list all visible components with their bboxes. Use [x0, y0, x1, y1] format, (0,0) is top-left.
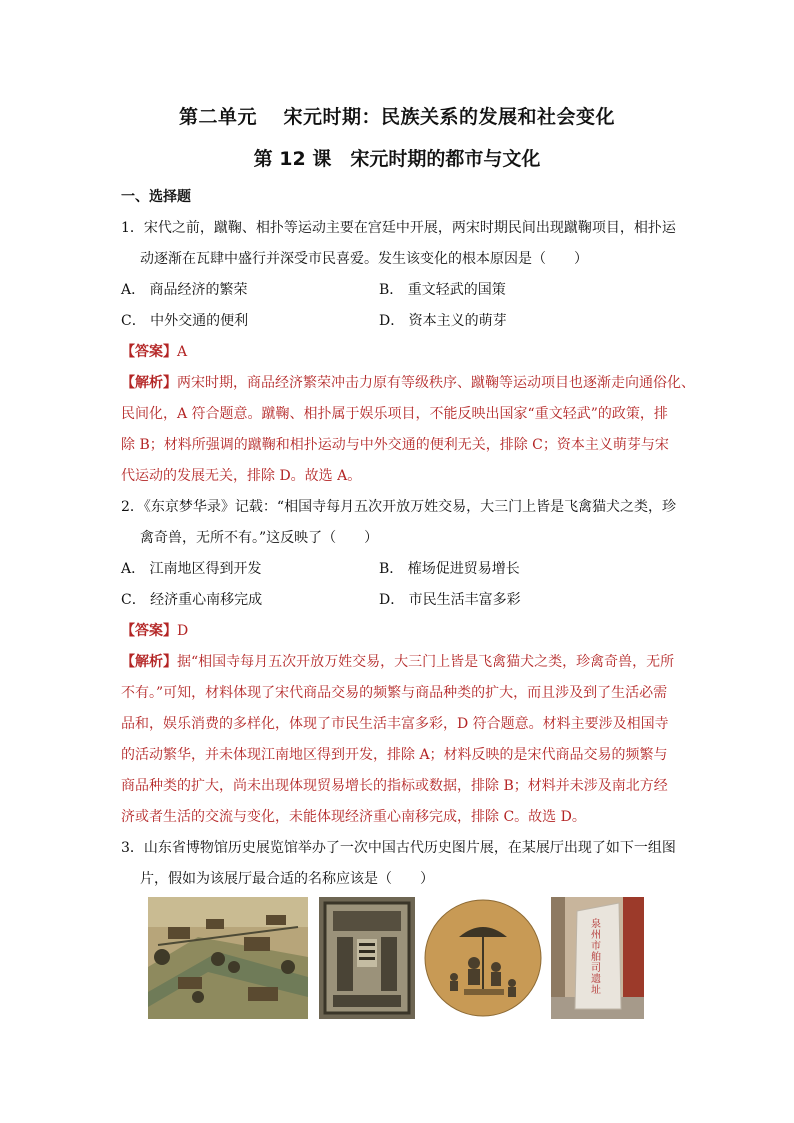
- q2-stem-line1: 2．《东京梦华录》记载：“相国寺每月五次开放万姓交易，大三门上皆是飞禽猫犬之类，珍: [121, 499, 677, 515]
- q1-explanation-line3: 除 B；材料所强调的蹴鞠和相扑运动与中外交通的便利无关，排除 C；资本主义萌芽与宋: [121, 437, 669, 453]
- q2-option-b: B． 榷场促进贸易增长: [379, 561, 520, 577]
- q2-explanation-line4: 的活动繁华，并未体现江南地区得到开发，排除 A；材料反映的是宋代商品交易的频繁与: [121, 747, 668, 763]
- stele-inscription: 泉州市舶司遗址: [591, 919, 601, 996]
- unit-title: 第二单元 宋元时期：民族关系的发展和社会变化: [178, 106, 616, 128]
- q2-explanation-line2: 不有。”可知，材料体现了宋代商品交易的频繁与商品种类的扩大，而且涉及到了生活必需: [121, 685, 668, 701]
- q3-stem-line1: 3．山东省博物馆历史展览馆举办了一次中国古代历史图片展，在某展厅出现了如下一组图: [121, 840, 676, 856]
- explanation-text: 据“相国寺每月五次开放万姓交易，大三门上皆是飞禽猫犬之类，珍禽奇兽，无所: [177, 654, 675, 670]
- q1-option-a: A． 商品经济的繁荣: [121, 282, 248, 298]
- q3-stem-line2: 片，假如为该展厅最合适的名称应该是（ ）: [140, 871, 434, 887]
- q2-option-a: A． 江南地区得到开发: [121, 561, 262, 577]
- q1-explanation-line2: 民间化，A 符合题意。蹴鞠、相扑属于娱乐项目，不能反映出国家“重文轻武”的政策，排: [121, 406, 668, 422]
- q2-answer: [121, 621, 188, 641]
- answer-label: 【答案】: [121, 623, 177, 639]
- explanation-label: 【解析】: [121, 654, 177, 670]
- explanation-text: 两宋时期，商品经济繁荣冲击力原有等级秩序、蹴鞠等运动项目也逐渐走向通俗化、: [177, 375, 695, 391]
- q1-stem-line1: 1．宋代之前，蹴鞠、相扑等运动主要在宫廷中开展，两宋时期民间出现蹴鞠项目，相扑运: [121, 220, 676, 236]
- explanation-label: 【解析】: [121, 375, 177, 391]
- q1-explanation-line1: [121, 373, 695, 393]
- q2-explanation-line6: 济或者生活的交流与变化，未能体现经济重心南移完成，排除 C。故选 D。: [121, 809, 586, 825]
- answer-label: 【答案】: [121, 344, 177, 360]
- q1-option-b: B． 重文轻武的国策: [379, 282, 506, 298]
- q2-explanation-line3: 品和，娱乐消费的多样化，体现了市民生活丰富多彩，D 符合题意。材料主要涉及相国寺: [121, 716, 669, 732]
- q1-answer: [121, 342, 187, 362]
- lesson-title: 第 12 课 宋元时期的都市与文化: [253, 148, 541, 170]
- q2-explanation-line5: 商品种类的扩大，尚未出现体现贸易增长的指标或数据，排除 B；材料并未涉及南北方经: [121, 778, 668, 794]
- q1-explanation-line4: 代运动的发展无关，排除 D。故选 A。: [121, 468, 362, 484]
- q2-explanation-line1: [121, 652, 674, 672]
- stele-image: [551, 897, 644, 1019]
- paper-money-image: [319, 897, 415, 1019]
- answer-value: D: [177, 623, 189, 639]
- q1-option-d: D． 资本主义的萌芽: [379, 313, 507, 329]
- round-painting-image: [424, 897, 542, 1019]
- riverside-painting-image: [148, 897, 308, 1019]
- section-heading: 一、选择题: [121, 189, 191, 205]
- answer-value: A: [177, 344, 188, 360]
- q1-option-c: C． 中外交通的便利: [121, 313, 249, 329]
- q2-option-c: C． 经济重心南移完成: [121, 592, 263, 608]
- q1-stem-line2: 动逐渐在瓦肆中盛行并深受市民喜爱。发生该变化的根本原因是（ ）: [140, 251, 588, 267]
- q2-stem-line2: 禽奇兽，无所不有。”这反映了（ ）: [140, 530, 379, 546]
- q2-option-d: D． 市民生活丰富多彩: [379, 592, 521, 608]
